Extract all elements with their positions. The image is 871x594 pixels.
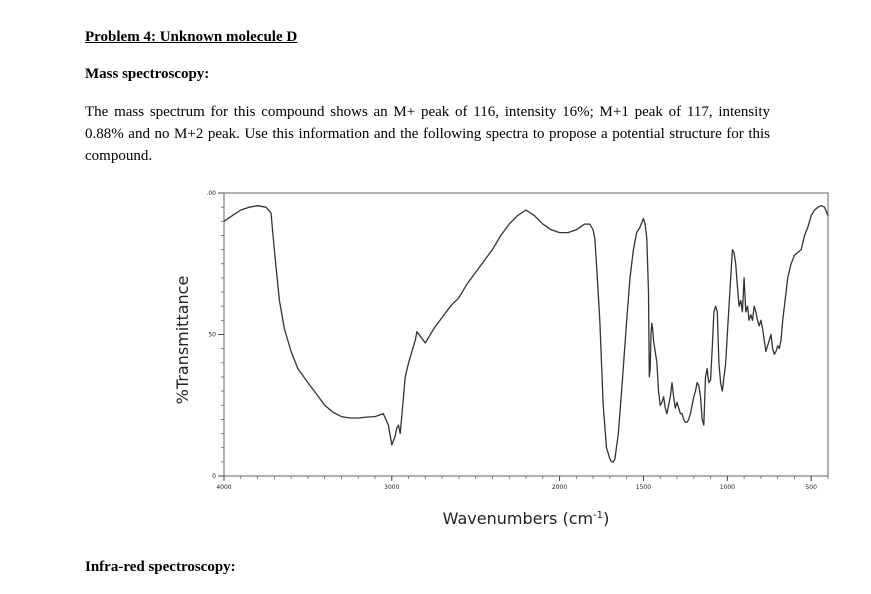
- mass-spectroscopy-heading: Mass spectroscopy:: [85, 66, 210, 82]
- x-axis-title-main: Wavenumbers (cm: [442, 509, 594, 528]
- x-tick-label: 1500: [635, 484, 652, 491]
- infrared-spectroscopy-heading: Infra-red spectroscopy:: [85, 559, 236, 575]
- ir-spectrum-chart: [160, 180, 850, 540]
- y-tick-label: 50: [208, 331, 216, 339]
- x-tick-label: 2000: [551, 484, 568, 491]
- ticks-layer: [206, 190, 828, 491]
- x-tick-label: 1000: [719, 484, 735, 491]
- problem-description: The mass spectrum for this compound shows an M+ peak of 116, intensity 16%; M+1 peak of 117, intensity 0.88% and no M+2 peak. Use this information and the following spectra to propose a potential structure for this compound.: [85, 104, 770, 164]
- x-axis-title-sup: -1: [593, 510, 604, 521]
- y-axis-title: %Transmittance: [173, 275, 192, 405]
- y-tick-label: .00: [206, 190, 216, 197]
- x-axis-title-end: ): [603, 509, 610, 528]
- x-axis-title: [443, 509, 610, 528]
- plot-frame: [224, 193, 828, 476]
- x-tick-label: 3000: [384, 484, 400, 491]
- spectrum-line: [224, 206, 828, 462]
- x-tick-label: 500: [805, 484, 817, 491]
- x-tick-label: 4000: [216, 484, 232, 491]
- problem-title: Problem 4: Unknown molecule D: [85, 29, 298, 45]
- y-tick-label: 0: [212, 473, 216, 480]
